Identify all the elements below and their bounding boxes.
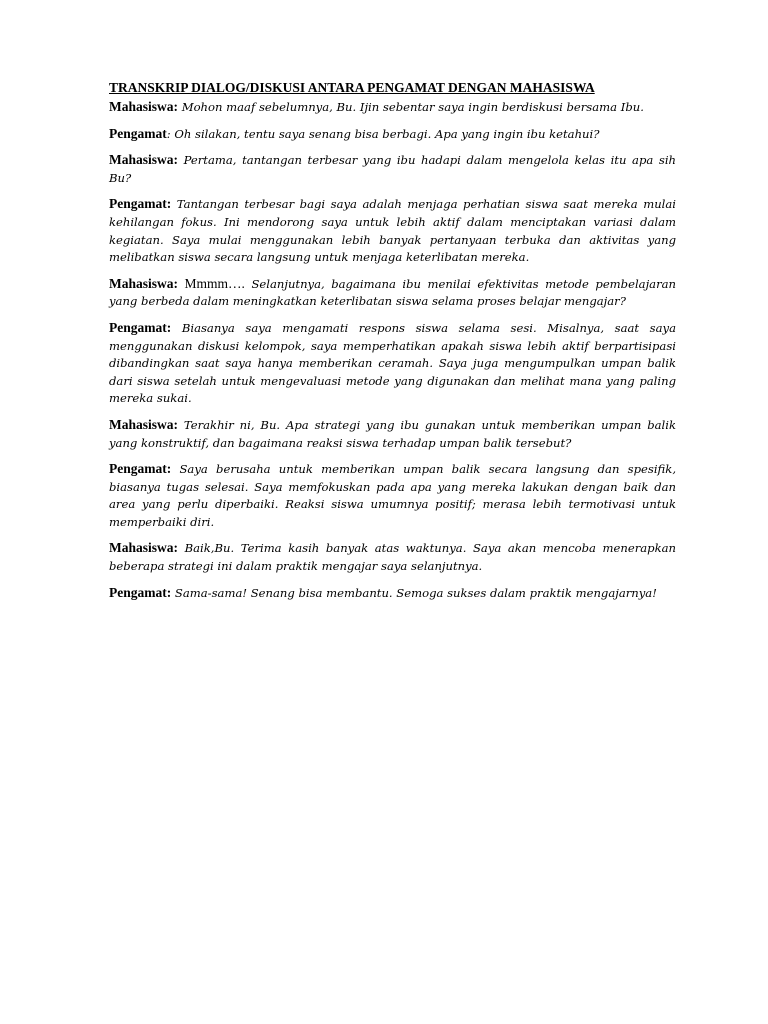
dialog-turn-2 xyxy=(109,125,676,144)
utterance-text: Oh silakan, tentu saya senang bisa berbagi. Apa yang ingin ibu ketahui? xyxy=(174,126,600,141)
speaker-label: Mahasiswa: xyxy=(109,275,179,291)
speaker-label: Mahasiswa: xyxy=(109,416,179,432)
utterance-text: Sama-sama! Senang bisa membantu. Semoga sukses dalam praktik mengajarnya! xyxy=(174,585,657,600)
utterance-text: Baik,Bu. Terima kasih banyak atas waktunya. Saya akan mencoba menerapkan beberapa strategi ini dalam praktik mengajar saya selanjutnya. xyxy=(109,541,676,574)
dialog-turn-4 xyxy=(109,195,676,266)
speaker-label: Pengamat: xyxy=(109,584,172,600)
dialog-turn-5 xyxy=(109,275,676,311)
document-title: TRANSKRIP DIALOG/DISKUSI ANTARA PENGAMAT DENGAN MAHASISWA xyxy=(109,80,595,95)
speaker-label: Pengamat: xyxy=(109,319,172,335)
utterance-text: Saya berusaha untuk memberikan umpan balik secara langsung dan spesifik, biasanya tugas selesai. Saya memfokuskan pada apa yang mereka lakukan dengan baik dan area yang perlu diperbaiki. Reaksi siswa umumnya positif; merasa lebih termotivasi untuk memperbaiki diri. xyxy=(109,462,677,529)
dialog-turn-8 xyxy=(109,460,676,531)
speaker-label: Mahasiswa: xyxy=(109,152,179,168)
utterance-text: Terakhir ni, Bu. Apa strategi yang ibu gunakan untuk memberikan umpan balik yang konstruktif, dan bagaimana reaksi siswa terhadap umpan balik tersebut? xyxy=(109,417,677,450)
utterance-text: Biasanya saya mengamati respons siswa selama sesi. Misalnya, saat saya menggunakan diskusi kelompok, saya memperhatikan apakah siswa lebih aktif berpartisipasi dibandingkan saat saya hanya memberikan ceramah. Saya juga mengumpulkan umpan balik dari siswa setelah untuk mengevaluasi metode yang digunakan dan melihat mana yang paling mereka sukai. xyxy=(109,320,677,406)
document-body xyxy=(109,79,676,610)
utterance-text: Selanjutnya, bagaimana ibu menilai efektivitas metode pembelajaran yang berbeda dalam meningkatkan keterlibatan siswa selama proses belajar mengajar? xyxy=(109,276,677,309)
speaker-label: Pengamat: xyxy=(109,461,172,477)
interjection-text: Mmmm…. xyxy=(184,275,245,291)
dialog-turn-9 xyxy=(109,539,676,575)
utterance-text: Mohon maaf sebelumnya, Bu. Ijin sebentar saya ingin berdiskusi bersama Ibu. xyxy=(181,100,644,114)
dialog-turn-6 xyxy=(109,319,676,408)
utterance-text: Pertama, tantangan terbesar yang ibu hadapi dalam mengelola kelas itu apa sih Bu? xyxy=(109,153,676,185)
utterance-text: Tantangan terbesar bagi saya adalah menjaga perhatian siswa saat mereka mulai kehilangan fokus. Ini mendorong saya untuk lebih aktif dalam menciptakan variasi dalam kegiatan. Saya mulai menggunakan lebih banyak pertanyaan terbuka dan aktivitas yang melibatkan siswa secara langsung untuk menjaga keterlibatan mereka. xyxy=(109,197,677,265)
dialog-turn-7 xyxy=(109,416,676,452)
dialog-turn-3 xyxy=(109,151,676,187)
speaker-label: Mahasiswa: xyxy=(109,540,179,556)
dialog-turn-1 xyxy=(109,98,676,117)
speaker-label: Pengamat xyxy=(109,125,167,141)
speaker-label: Pengamat: xyxy=(109,196,172,212)
speaker-colon: : xyxy=(166,126,171,141)
speaker-label: Mahasiswa: xyxy=(109,99,179,114)
dialog-turn-10 xyxy=(109,584,676,603)
